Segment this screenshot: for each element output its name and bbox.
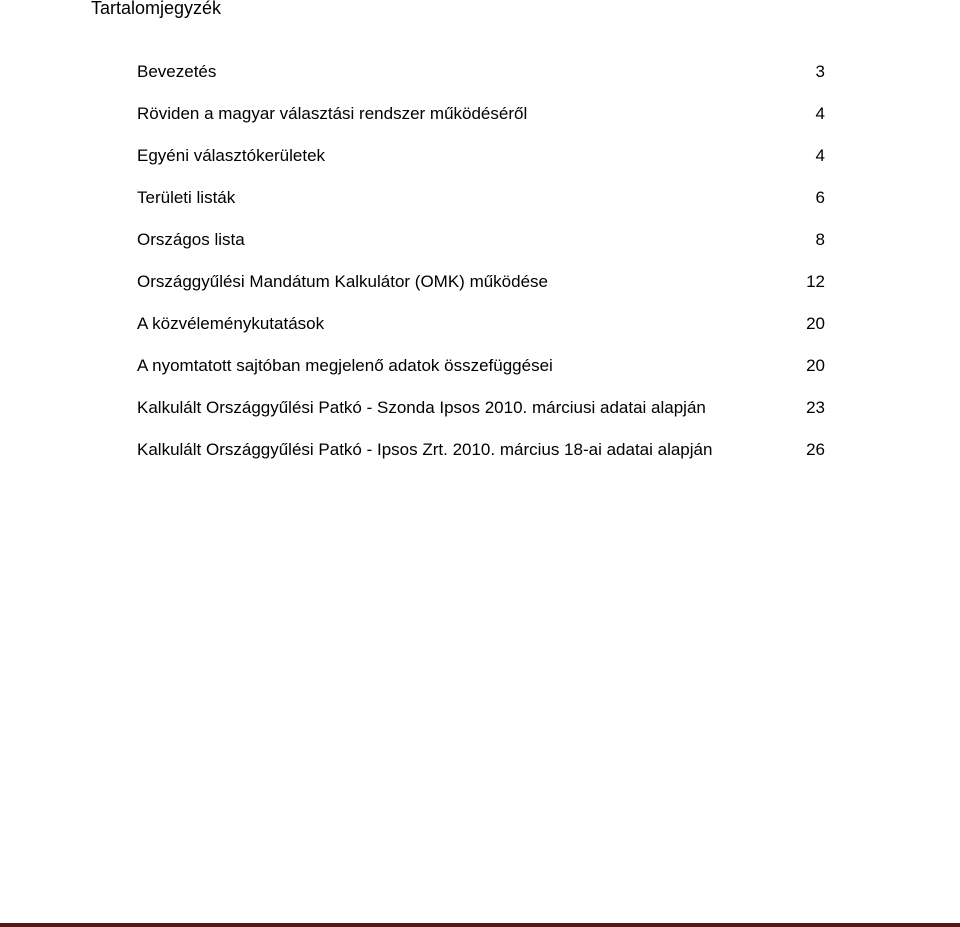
table-of-contents [137,60,825,480]
toc-entry-page: 4 [815,104,825,123]
toc-entry-title: A nyomtatott sajtóban megjelenő adatok összefüggései [137,356,553,375]
toc-entry-title: Területi listák [137,188,236,207]
toc-entry[interactable] [137,438,825,480]
toc-entry[interactable] [137,60,825,102]
toc-entry-page: 4 [815,146,825,165]
toc-entry-title: Országgyűlési Mandátum Kalkulátor (OMK) működése [137,272,548,291]
toc-entry-page: 20 [806,314,825,333]
toc-entry[interactable] [137,270,825,312]
toc-entry-title: Kalkulált Országgyűlési Patkó - Ipsos Zrt. 2010. március 18-ai adatai alapján [137,440,713,459]
toc-entry[interactable] [137,312,825,354]
toc-entry-title: Egyéni választókerületek [137,146,326,165]
toc-entry-page: 12 [806,272,825,291]
toc-entry[interactable] [137,396,825,438]
toc-entry-title: Bevezetés [137,62,217,81]
toc-heading: Tartalomjegyzék [91,0,222,18]
toc-entry-title: Országos lista [137,230,245,249]
toc-entry-title: Kalkulált Országgyűlési Patkó - Szonda Ipsos 2010. márciusi adatai alapján [137,398,706,417]
toc-entry[interactable] [137,102,825,144]
toc-entry[interactable] [137,186,825,228]
toc-entry-page: 23 [806,398,825,417]
toc-entry[interactable] [137,228,825,270]
toc-entry-page: 20 [806,356,825,375]
toc-entry[interactable] [137,354,825,396]
toc-entry-page: 8 [815,230,825,249]
toc-entry-page: 6 [815,188,825,207]
toc-entry-title: A közvéleménykutatások [137,314,325,333]
page-bottom-rule [0,923,960,927]
toc-entry-page: 3 [815,62,825,81]
toc-entry[interactable] [137,144,825,186]
toc-entry-page: 26 [806,440,825,459]
toc-entry-title: Röviden a magyar választási rendszer működéséről [137,104,528,123]
